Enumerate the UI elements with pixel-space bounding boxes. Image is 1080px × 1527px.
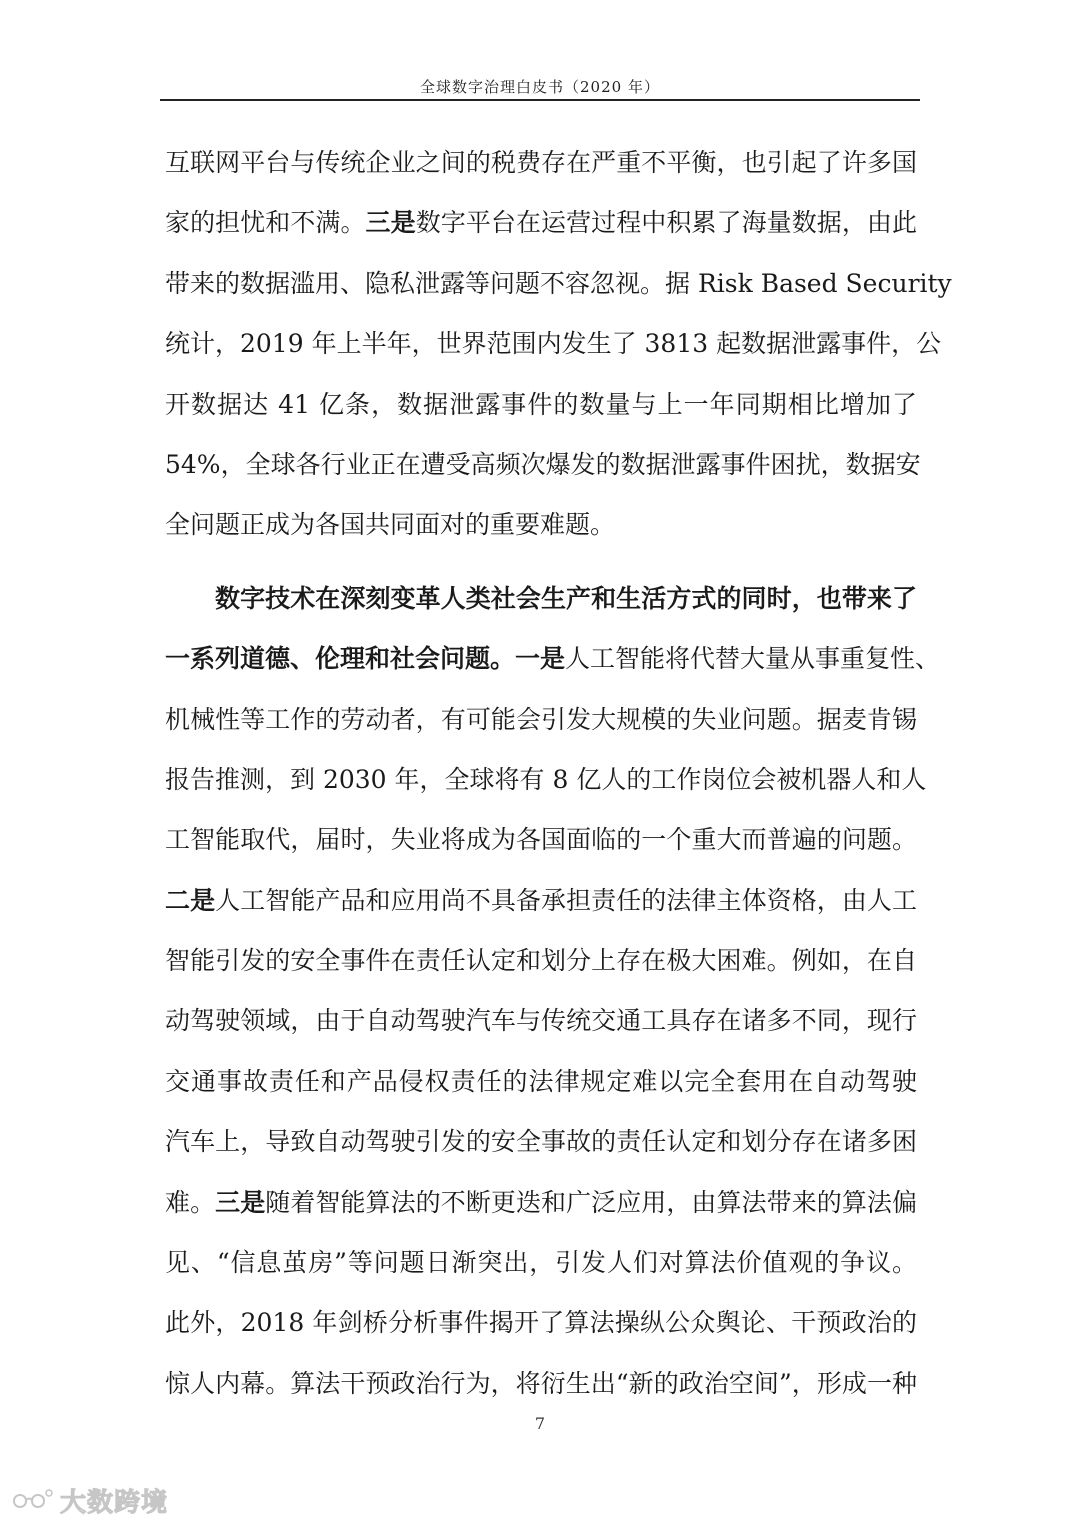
paragraph-line [165,810,917,870]
text-run: 交通事故责任和产品侵权责任的法律规定难以完全套用在自动驾驶 [165,1066,917,1096]
bold-run: 三是 [215,1187,266,1217]
text-run: 汽车上，导致自动驾驶引发的安全事故的责任认定和划分存在诸多困 [165,1127,917,1157]
paragraph-line [165,750,927,810]
paragraph-line [165,931,917,991]
page-number: 7 [534,1414,546,1433]
paragraph-line [165,133,917,193]
paragraph-line [165,1052,917,1112]
text-run: 统计，2019 年上半年，世界范围内发生了 3813 起数据泄露事件，公 [165,329,942,359]
paragraph-line [165,991,917,1051]
text-run: 难。 [165,1187,216,1217]
paragraph-line [165,1233,917,1293]
paragraph-line [165,690,917,750]
paragraph-1 [165,133,952,556]
text-run: 智能引发的安全事件在责任认定和划分上存在极大困难。例如，在自 [165,946,917,976]
text-run: 互联网平台与传统企业之间的税费存在严重不平衡，也引起了许多国 [165,148,917,177]
bold-run: 二是 [165,885,216,915]
bold-run: 数字技术在深刻变革人类社会生产和生活方式的同时，也带来了 [215,583,917,613]
text-run: 家的担忧和不满。 [165,208,366,238]
text-run: 动驾驶领域，由于自动驾驶汽车与传统交通工具存在诸多不同，现行 [165,1006,917,1036]
text-run: 开数据达 41 亿条，数据泄露事件的数量与上一年同期相比增加了 [165,389,917,419]
paragraph-line [165,1293,917,1353]
watermark-text: 大数跨境 [60,1487,169,1518]
paragraph-line [165,569,917,629]
text-run: 54%，全球各行业正在遭受高频次爆发的数据泄露事件困扰，数据安 [165,449,921,479]
paragraph-line [165,1354,917,1414]
paragraph-line [165,495,917,555]
bold-run: 三是 [365,208,416,238]
paragraph-2 [165,569,941,1414]
paragraph-line [165,193,917,253]
text-run: 报告推测，到 2030 年，全球将有 8 亿人的工作岗位会被机器人和人 [165,764,927,794]
text-run: 惊人内幕。算法干预政治行为，将衍生出“新的政治空间”，形成一种 [165,1368,917,1398]
paragraph-gap [165,556,917,569]
text-run: 工智能取代，届时，失业将成为各国面临的一个重大而普遍的问题。 [165,825,917,855]
paragraph-line [165,629,941,689]
watermark [10,1483,168,1517]
paragraph-line [165,254,952,314]
paragraph-line [165,435,921,495]
text-run: 机械性等工作的劳动者，有可能会引发大规模的失业问题。据麦肯锡 [165,704,917,734]
text-run: 数字平台在运营过程中积累了海量数据，由此 [415,208,917,238]
text-run: 全问题正成为各国共同面对的重要难题。 [165,510,616,540]
running-header: 全球数字治理白皮书（2020 年） [420,78,660,96]
page-body [165,133,952,1414]
paragraph-line [165,1173,917,1233]
header-rule [160,99,920,101]
text-run: 随着智能算法的不断更迭和广泛应用，由算法带来的算法偏 [265,1187,917,1217]
text-run: 带来的数据滥用、隐私泄露等问题不容忽视。据 Risk Based Security [165,268,952,298]
paragraph-line [165,1112,917,1172]
paragraph-line [165,375,917,435]
text-run: 见、“信息茧房”等问题日渐突出，引发人们对算法价值观的争议。 [165,1248,917,1278]
text-run: 人工智能产品和应用尚不具备承担责任的法律主体资格，由人工 [215,885,917,915]
paragraph-line [165,314,942,374]
weibo-glasses-logo-icon [10,1487,54,1513]
bold-run: 一是 [515,644,566,674]
text-run: 人工智能将代替大量从事重复性、 [565,644,941,674]
paragraph-line [165,871,917,931]
text-run: 此外，2018 年剑桥分析事件揭开了算法操纵公众舆论、干预政治的 [165,1308,917,1338]
bold-run: 一系列道德、伦理和社会问题。 [165,644,516,674]
